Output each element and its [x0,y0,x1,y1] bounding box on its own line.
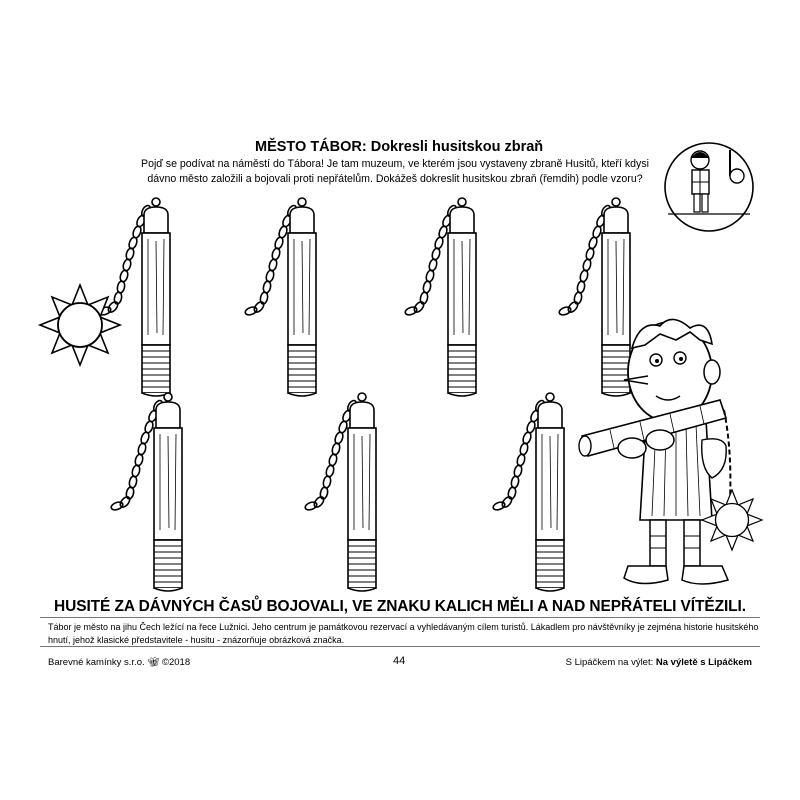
book-title: Na výletě s Lipáčkem [655,657,752,668]
flail-incomplete [558,198,630,396]
hussite-emblem-icon [665,143,753,231]
flail-incomplete [304,393,376,591]
info-paragraph: Tábor je město na jihu Čech ležící na řece Lužnici. Jeho centrum je památkovou rezervací a vyhledávaným cílem turistů. Lákadlem pro návštěvníky je zejména historie husitského hnutí, jehož klasické představitele - husitu - znázorňuje obrázková značka. [48,622,759,645]
flail-incomplete [110,393,182,591]
copyright-year: ©2018 [161,657,191,668]
footer-publisher [48,657,190,668]
motto-heading: HUSITÉ ZA DÁVNÝCH ČASŮ BOJOVALI, VE ZNAKU KALICH MĚLI A NAD NEPŘÁTELI VÍTĚZILI. [54,598,746,615]
divider [40,617,760,618]
divider [40,646,760,647]
butterfly-icon: 🦋︎ [147,657,160,668]
flail-incomplete [244,198,316,396]
publisher-name: Barevné kamínky s.r.o. [48,657,145,668]
flail-incomplete [492,393,564,591]
worksheet-title: MĚSTO TÁBOR: Dokresli husitskou zbraň [255,139,544,155]
worksheet-intro: Pojď se podívat na náměstí do Tábora! Je tam muzeum, ve kterém jsou vystaveny zbraně Husitů, kteří kdysi dávno město založili a bojovali proti nepřátelům. Dokážeš dokreslit husitskou zbraň (řemdih) podle vzoru? [141,158,649,185]
flail-sample [40,198,170,396]
series-prefix: S Lipáčkem na výlet: [565,657,654,668]
footer-book [566,657,752,668]
flail-incomplete [404,198,476,396]
page-number: 44 [393,655,406,667]
